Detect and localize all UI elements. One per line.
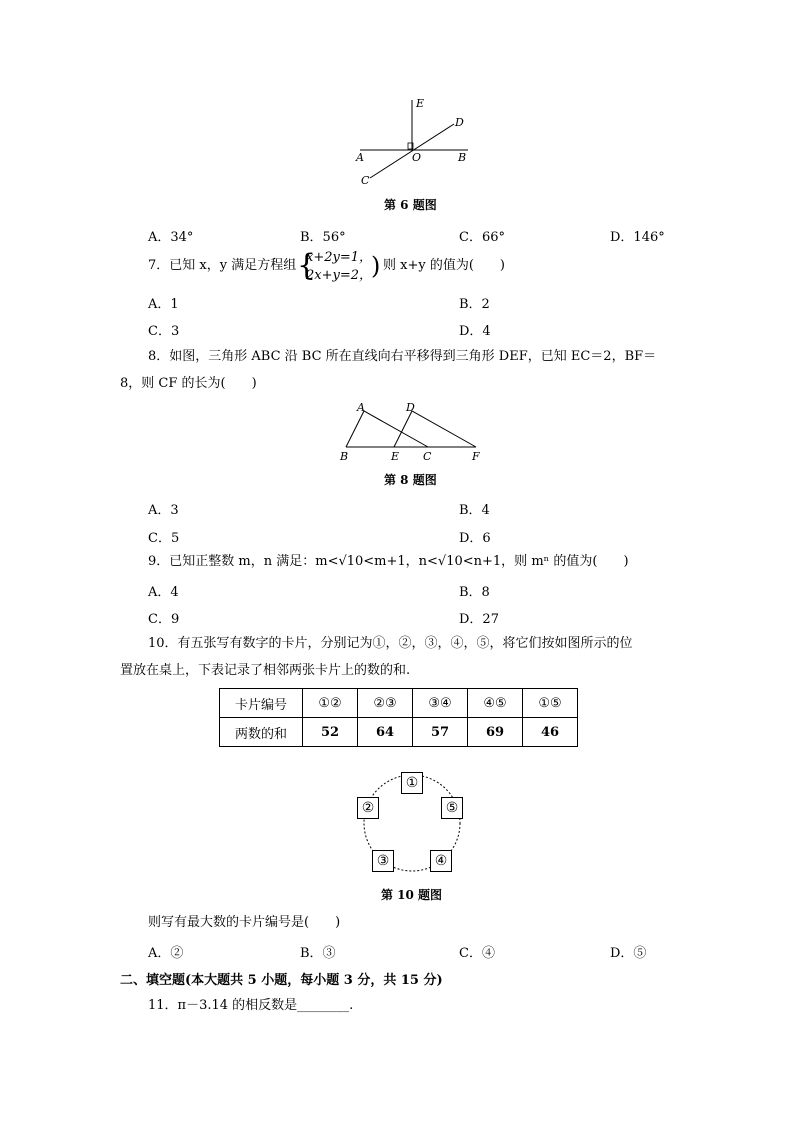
label-c: C [423,450,432,462]
triangle-def [394,411,476,447]
q7-option-a: A．1 [148,297,179,312]
q7-suffix: 则 x+y 的值为( ) [383,258,505,273]
table-row [220,718,578,747]
q8-option-c: C．5 [148,531,180,546]
label-e: E [391,450,400,462]
q7-option-d: D．4 [459,324,491,339]
q10-line-1: 10．有五张写有数字的卡片，分别记为①，②，③，④，⑤，将它们按如图所示的位 [148,636,633,651]
label-d: D [406,401,415,414]
section-2-title: 二、填空题(本大题共 5 小题，每小题 3 分，共 15 分) [120,973,443,988]
q6-option-b: B．56° [300,230,346,245]
figure-8-diagram [336,398,486,462]
q8-line-2: 8，则 CF 的长为( ) [120,376,257,391]
q9-text: 9．已知正整数 m，n 满足：m<√10<m+1，n<√10<n+1，则 mⁿ 的值为( ) [148,554,629,569]
table-header-cell: 卡片编号 [220,689,303,718]
q6-option-d: D．146° [610,230,665,245]
q9-option-a: A．4 [148,585,179,600]
figure-6-diagram [350,94,480,190]
q10-option-b: B．③ [300,946,336,961]
figure-8-caption: 第 8 题图 [384,473,437,487]
q10-option-d: D．⑤ [610,946,647,961]
figure-6-caption: 第 6 题图 [384,198,437,212]
table-header-cell: ①⑤ [523,689,578,718]
table-cell: 两数的和 [220,718,303,747]
table-cell: 64 [358,718,413,747]
label-a: A [356,151,364,164]
card-1: ① [401,772,423,794]
q9-option-b: B．8 [459,585,490,600]
q6-option-c: C．66° [459,230,505,245]
card-4: ④ [430,850,452,872]
q9-option-d: D．27 [459,612,499,627]
q10-option-a: A．② [148,946,184,961]
label-o: O [412,151,422,164]
q6-option-a: A．34° [148,230,194,245]
table-cell: 46 [523,718,578,747]
table-header-cell: ④⑤ [468,689,523,718]
q7-option-b: B．2 [459,297,490,312]
table-cell: 52 [303,718,358,747]
right-brace: ) [371,252,381,280]
left-brace: { [297,248,317,283]
label-d: D [455,116,464,129]
q10-option-c: C．④ [459,946,495,961]
label-f: F [472,450,480,462]
q7-option-c: C．3 [148,324,180,339]
q7-equation-1: x+2y=1， [306,250,373,265]
q8-line-1: 8．如图，三角形 ABC 沿 BC 所在直线向右平移得到三角形 DEF，已知 EC＝2，BF＝ [148,349,657,364]
table-header-cell: ②③ [358,689,413,718]
q8-option-a: A．3 [148,503,179,518]
triangle-abc [346,411,428,447]
q11-text: 11．π－3.14 的相反数是________. [148,998,354,1013]
label-a: A [357,401,365,414]
figure-10-caption: 第 10 题图 [381,888,443,902]
label-b: B [458,151,467,164]
q7-equation-2: 2x+y=2， [306,268,373,283]
q8-option-d: D．6 [459,531,491,546]
q9-option-c: C．9 [148,612,180,627]
card-2: ② [357,797,379,819]
card-5: ⑤ [441,797,463,819]
table-cell: 69 [468,718,523,747]
card-3: ③ [372,850,394,872]
table-row [220,689,578,718]
table-header-cell: ①② [303,689,358,718]
q10-line-2: 置放在桌上，下表记录了相邻两张卡片上的数的和. [120,663,411,678]
table-header-cell: ③④ [413,689,468,718]
q10-sum-table [219,688,578,747]
q10-question: 则写有最大数的卡片编号是( ) [148,915,341,930]
table-cell: 57 [413,718,468,747]
label-c: C [361,174,370,187]
label-b: B [340,450,349,462]
q8-option-b: B．4 [459,503,490,518]
label-e: E [416,97,425,110]
q7-prefix: 7．已知 x，y 满足方程组 [148,258,297,273]
